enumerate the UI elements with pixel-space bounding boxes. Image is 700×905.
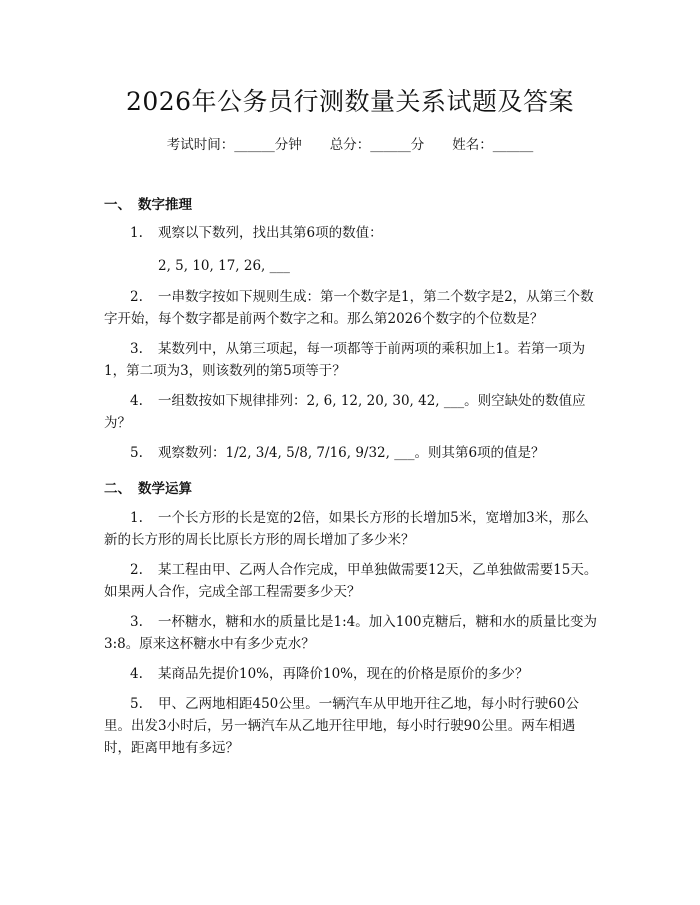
section-heading-2 xyxy=(104,477,192,497)
question-number: 2. xyxy=(130,562,143,578)
question-number: 3. xyxy=(130,341,143,357)
section-title: 数学运算 xyxy=(138,481,192,497)
question-number: 5. xyxy=(130,696,143,712)
question-number: 3. xyxy=(130,614,143,630)
question-text: 某商品先提价10%，再降价10%，现在的价格是原价的多少？ xyxy=(158,666,529,682)
question-1-1 xyxy=(104,222,600,244)
question-1-3 xyxy=(104,338,600,382)
question-number: 4. xyxy=(130,393,143,409)
question-text: 一串数字按如下规则生成：第一个数字是1，第二个数字是2，从第三个数字开始，每个数字都是前两个数字之和。那么第2026个数字的个位数是？ xyxy=(104,289,594,327)
exam-meta xyxy=(0,133,700,153)
section-title: 数字推理 xyxy=(138,197,192,213)
number-sequence: 2, 5, 10, 17, 26, ___ xyxy=(158,258,290,274)
question-2-2 xyxy=(104,559,600,603)
question-2-1 xyxy=(104,507,600,551)
question-2-5 xyxy=(104,693,600,759)
question-text: 某数列中，从第三项起，每一项都等于前两项的乘积加上1。若第一项为1，第二项为3，则该数列的第5项等于？ xyxy=(104,341,586,379)
question-number: 5. xyxy=(130,445,143,461)
question-text: 一个长方形的长是宽的2倍，如果长方形的长增加5米，宽增加3米，那么新的长方形的周长比原长方形的周长增加了多少米？ xyxy=(104,510,589,548)
document-title: 2026年公务员行测数量关系试题及答案 xyxy=(125,87,575,116)
question-number: 4. xyxy=(130,666,143,682)
question-text: 一杯糖水，糖和水的质量比是1:4。加入100克糖后，糖和水的质量比变为3:8。原来这杯糖水中有多少克水？ xyxy=(104,614,597,652)
question-text: 观察数列：1/2, 3/4, 5/8, 7/16, 9/32, ___。则其第6项的值是？ xyxy=(158,445,545,461)
exam-name: 姓名：______ xyxy=(452,137,534,153)
question-text: 观察以下数列，找出其第6项的数值： xyxy=(158,225,383,241)
section-number: 二、 xyxy=(104,481,131,497)
question-2-4 xyxy=(104,663,600,685)
question-number: 1. xyxy=(130,225,143,241)
question-1-5 xyxy=(104,442,600,464)
section-number: 一、 xyxy=(104,197,131,213)
question-number: 1. xyxy=(130,510,143,526)
question-2-3 xyxy=(104,611,600,655)
question-1-2 xyxy=(104,286,600,330)
question-number: 2. xyxy=(130,289,143,305)
question-text: 甲、乙两地相距450公里。一辆汽车从甲地开往乙地，每小时行驶60公里。出发3小时后，另一辆汽车从乙地开往甲地，每小时行驶90公里。两车相遇时，距离甲地有多远？ xyxy=(104,696,579,756)
exam-time: 考试时间：______分钟 xyxy=(166,137,302,153)
exam-score: 总分：______分 xyxy=(329,137,425,153)
question-1-4 xyxy=(104,390,600,434)
question-text: 某工程由甲、乙两人合作完成，甲单独做需要12天，乙单独做需要15天。如果两人合作，完成全部工程需要多少天？ xyxy=(104,562,598,600)
section-heading-1 xyxy=(104,193,192,213)
question-text: 一组数按如下规律排列：2, 6, 12, 20, 30, 42, ___。则空缺处的数值应为？ xyxy=(104,393,586,431)
